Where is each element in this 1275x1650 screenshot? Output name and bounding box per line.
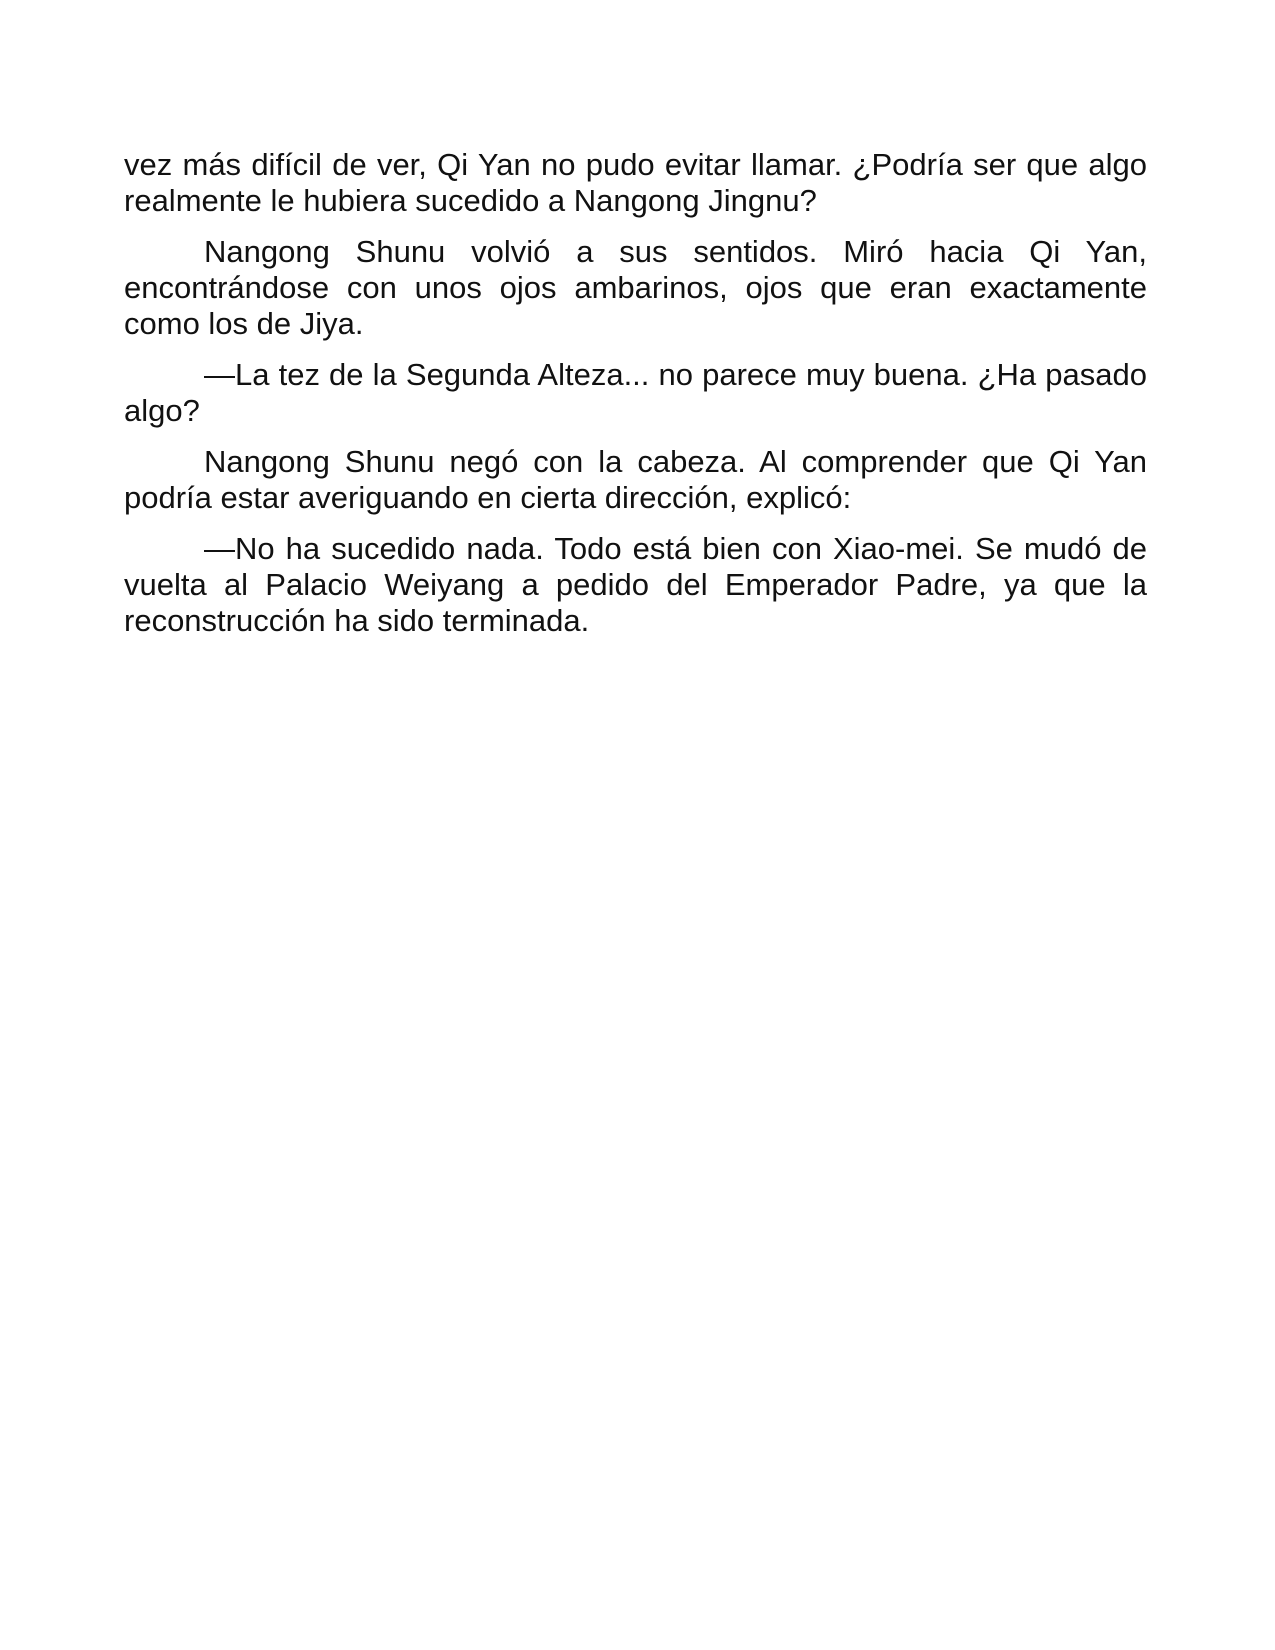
dialogue-paragraph: —No ha sucedido nada. Todo está bien con Xiao-mei. Se mudó de vuelta al Palacio Weiyang a pedido del Emperador Padre, ya que la reconstrucción ha sido terminada. — [124, 531, 1147, 638]
body-text — [124, 147, 1147, 654]
dialogue-paragraph: —La tez de la Segunda Alteza... no parece muy buena. ¿Ha pasado algo? — [124, 357, 1147, 428]
paragraph-continuation: vez más difícil de ver, Qi Yan no pudo evitar llamar. ¿Podría ser que algo realmente le hubiera sucedido a Nangong Jingnu? — [124, 147, 1147, 218]
paragraph: Nangong Shunu volvió a sus sentidos. Miró hacia Qi Yan, encontrándose con unos ojos ambarinos, ojos que eran exactamente como los de Jiya. — [124, 234, 1147, 341]
paragraph: Nangong Shunu negó con la cabeza. Al comprender que Qi Yan podría estar averiguando en cierta dirección, explicó: — [124, 444, 1147, 515]
